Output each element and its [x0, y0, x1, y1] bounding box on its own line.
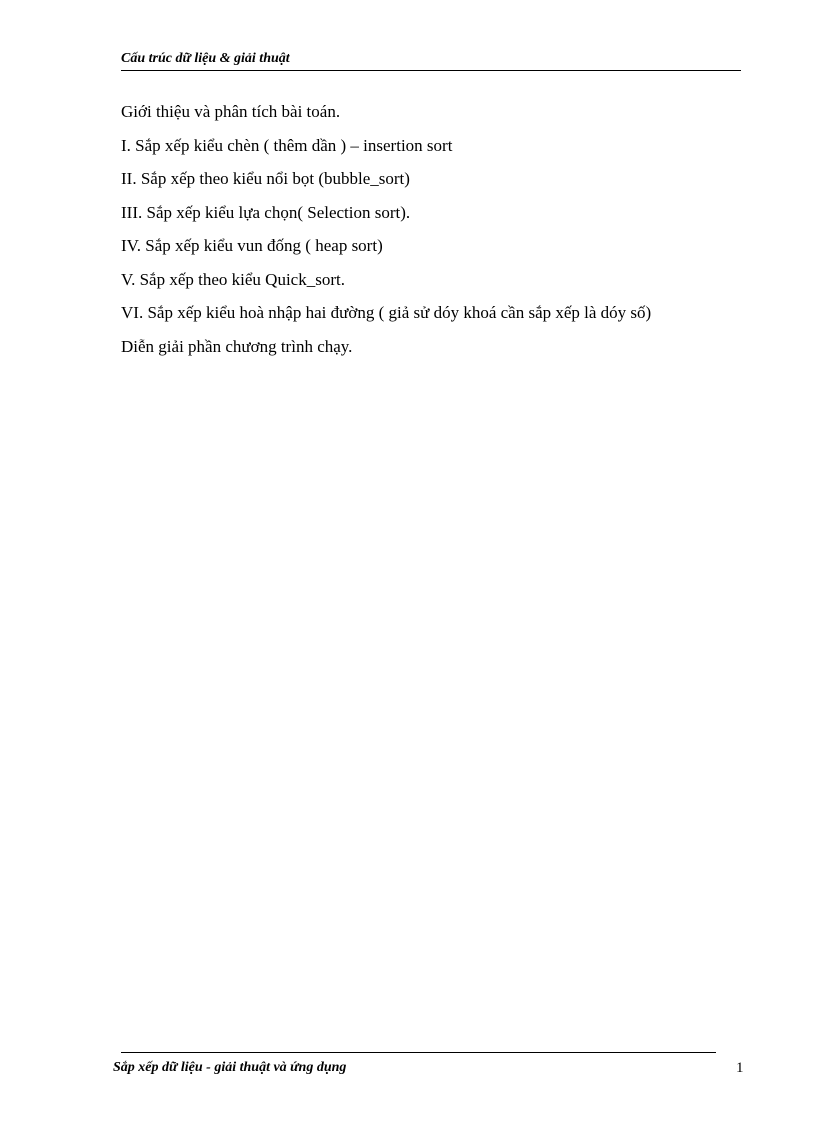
section-insertion-sort: I. Sắp xếp kiểu chèn ( thêm dần ) – insertion sort [121, 135, 453, 155]
page-number: 1 [736, 1060, 744, 1076]
page-header [121, 50, 741, 71]
intro-line: Giới thiệu và phân tích bài toán. [121, 102, 341, 121]
section-merge-sort: VI. Sắp xếp kiểu hoà nhập hai đường ( giả sử dóy khoá cần sắp xếp là dóy số) [121, 303, 652, 322]
footer-divider [121, 1052, 716, 1053]
section-quick-sort: V. Sắp xếp theo kiểu Quick_sort. [121, 269, 345, 289]
program-explanation-line: Diễn giải phần chương trình chạy. [121, 336, 353, 356]
section-heap-sort: IV. Sắp xếp kiểu vun đống ( heap sort) [121, 236, 383, 255]
section-bubble-sort: II. Sắp xếp theo kiểu nổi bọt (bubble_sort) [121, 169, 410, 188]
header-title: Cấu trúc dữ liệu & giải thuật [121, 51, 290, 66]
document-body [121, 95, 761, 363]
section-selection-sort: III. Sắp xếp kiểu lựa chọn( Selection sort). [121, 202, 411, 222]
footer-title: Sắp xếp dữ liệu - giải thuật và ứng dụng [113, 1060, 347, 1075]
